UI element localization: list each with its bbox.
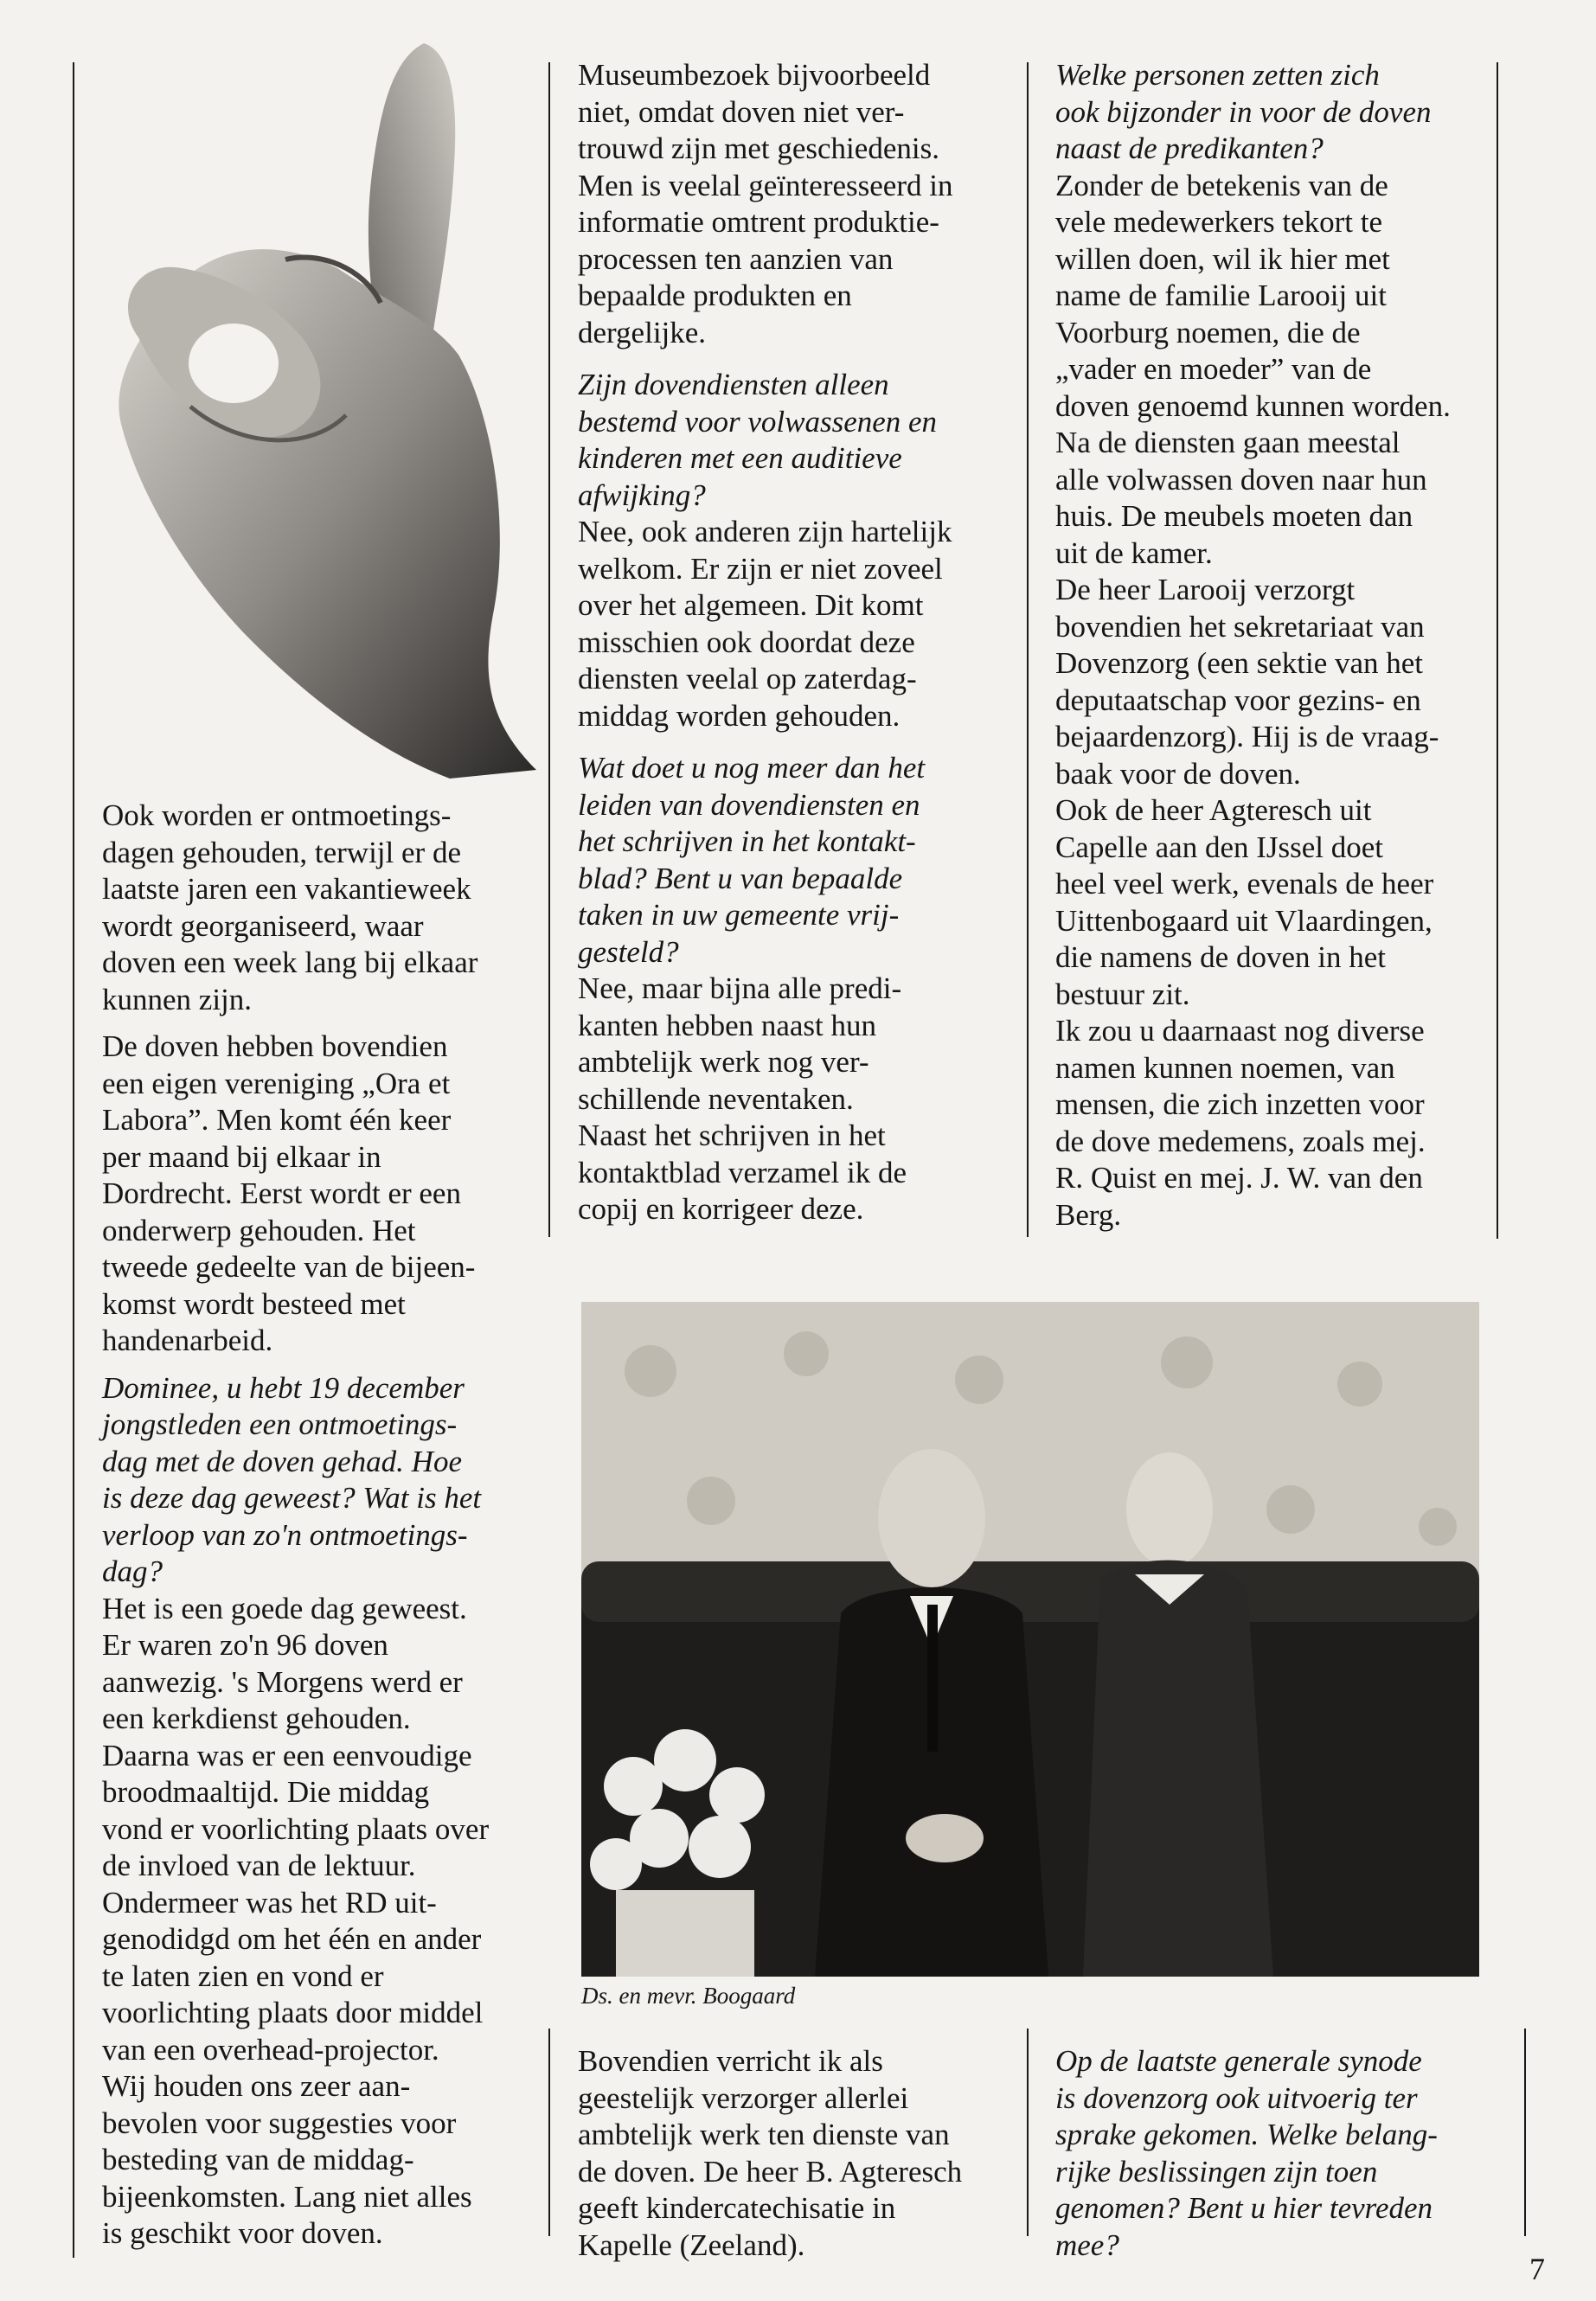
photo-couple [581,1302,1479,1977]
column-right [1055,57,1505,1249]
column-middle [578,57,1028,1244]
page-number: 7 [1529,2252,1545,2286]
paragraph: Museumbezoek bijvoorbeeld niet, omdat doven niet ver- trouwd zijn met geschiedenis. Men is veelal geïnteresseerd in informatie omtrent produktie- processen ten aanzien van bepaalde produkten en dergelijke. [578,58,953,349]
column-left [102,798,552,2268]
interview-question: Op de laatste generale synode is dovenzorg ook uitvoerig ter sprake gekomen. Welke belang- rijke beslissingen zijn toen genomen? Bent u hier tevreden mee? [1055,2044,1438,2262]
interview-question: Zijn dovendiensten alleen bestemd voor volwassenen en kinderen met een auditieve afwijking? [578,368,938,512]
photo-illustration [581,1302,1479,1977]
paragraph: Bovendien verricht ik als geestelijk verzorger allerlei ambtelijk werk ten dienste van de doven. De heer B. Agteresch geeft kindercatechisatie in Kapelle (Zeeland). [578,2044,963,2262]
rule-bottom-far-right [1524,2029,1526,2236]
interview-answer: Het is een goede dag geweest. Er waren zo'n 96 doven aanwezig. 's Morgens werd er een kerkdienst gehouden. Daarna was er een eenvoudige broodmaaltijd. Die middag vond er voorlichting plaats over de invloed van de lektuur. Ondermeer was het RD uit- genodidgd om het één en ander te laten zien en vond er voorlichting plaats door middel van een overhead-projector. Wij houden ons zeer aan- bevolen voor suggesties voor besteding van de middag- bijeenkomsten. Lang niet alles is geschikt voor doven. [102,1591,490,2250]
hand-sign-illustration [87,43,536,796]
paragraph: De doven hebben bovendien een eigen vereniging „Ora et Labora”. Men komt één keer per maand bij elkaar in Dordrecht. Eerst wordt er een onderwerp gehouden. Het tweede gedeelte van de bijeen- komst wordt besteed met handenarbeid. [102,1029,476,1357]
interview-question: Wat doet u nog meer dan het leiden van dovendiensten en het schrijven in het kontakt- blad? Bent u van bepaalde taken in uw gemeente vrij- gesteld? [578,751,926,969]
interview-question: Dominee, u hebt 19 december jongstleden een ontmoetings- dag met de doven gehad. Hoe is deze dag geweest? Wat is het verloop van zo'n ontmoetings- dag? [102,1370,482,1588]
interview-question: Welke personen zetten zich ook bijzonder in voor de doven naast de predikanten? [1055,58,1432,165]
column-bottom-right [1055,2043,1522,2264]
interview-answer: Nee, ook anderen zijn hartelijk welkom. Er zijn er niet zoveel over het algemeen. Dit komt misschien ook doordat deze diensten veelal op zaterdag- middag worden gehouden. [578,515,952,733]
interview-answer: Zonder de betekenis van de vele medewerkers tekort te willen doen, wil ik hier met name de familie Larooij uit Voorburg noemen, die de „vader en moeder” van de doven genoemd kunnen worden. Na de diensten gaan meestal alle volwassen doven naar hun huis. De meubels moeten dan uit de kamer. De heer Larooij verzorgt bovendien het sekretariaat van Dovenzorg (een sektie van het deputaatschap voor gezins- en bejaardenzorg). Hij is de vraag- baak voor de doven. Ook de heer Agteresch uit Capelle aan den IJssel doet heel veel werk, evenals de heer Uittenbogaard uit Vlaardingen, die namens de doven in het bestuur zit. Ik zou u daarnaast nog diverse namen kunnen noemen, van mensen, die zich inzetten voor de dove medemens, zoals mej. R. Quist en mej. J. W. van den Berg. [1055,168,1451,1232]
interview-answer: Nee, maar bijna alle predi- kanten hebben naast hun ambtelijk werk nog ver- schillende neventaken. Naast het schrijven in het kontaktblad verzamel ik de copij en korrigeer deze. [578,971,907,1226]
rule-left [73,62,74,2258]
column-bottom-middle [578,2043,1028,2279]
photo-caption: Ds. en mevr. Boogaard [581,1983,796,2009]
paragraph: Ook worden er ontmoetings- dagen gehouden, terwijl er de laatste jaren een vakantieweek wordt georganiseerd, waar doven een week lang bij elkaar kunnen zijn. [102,798,478,1016]
